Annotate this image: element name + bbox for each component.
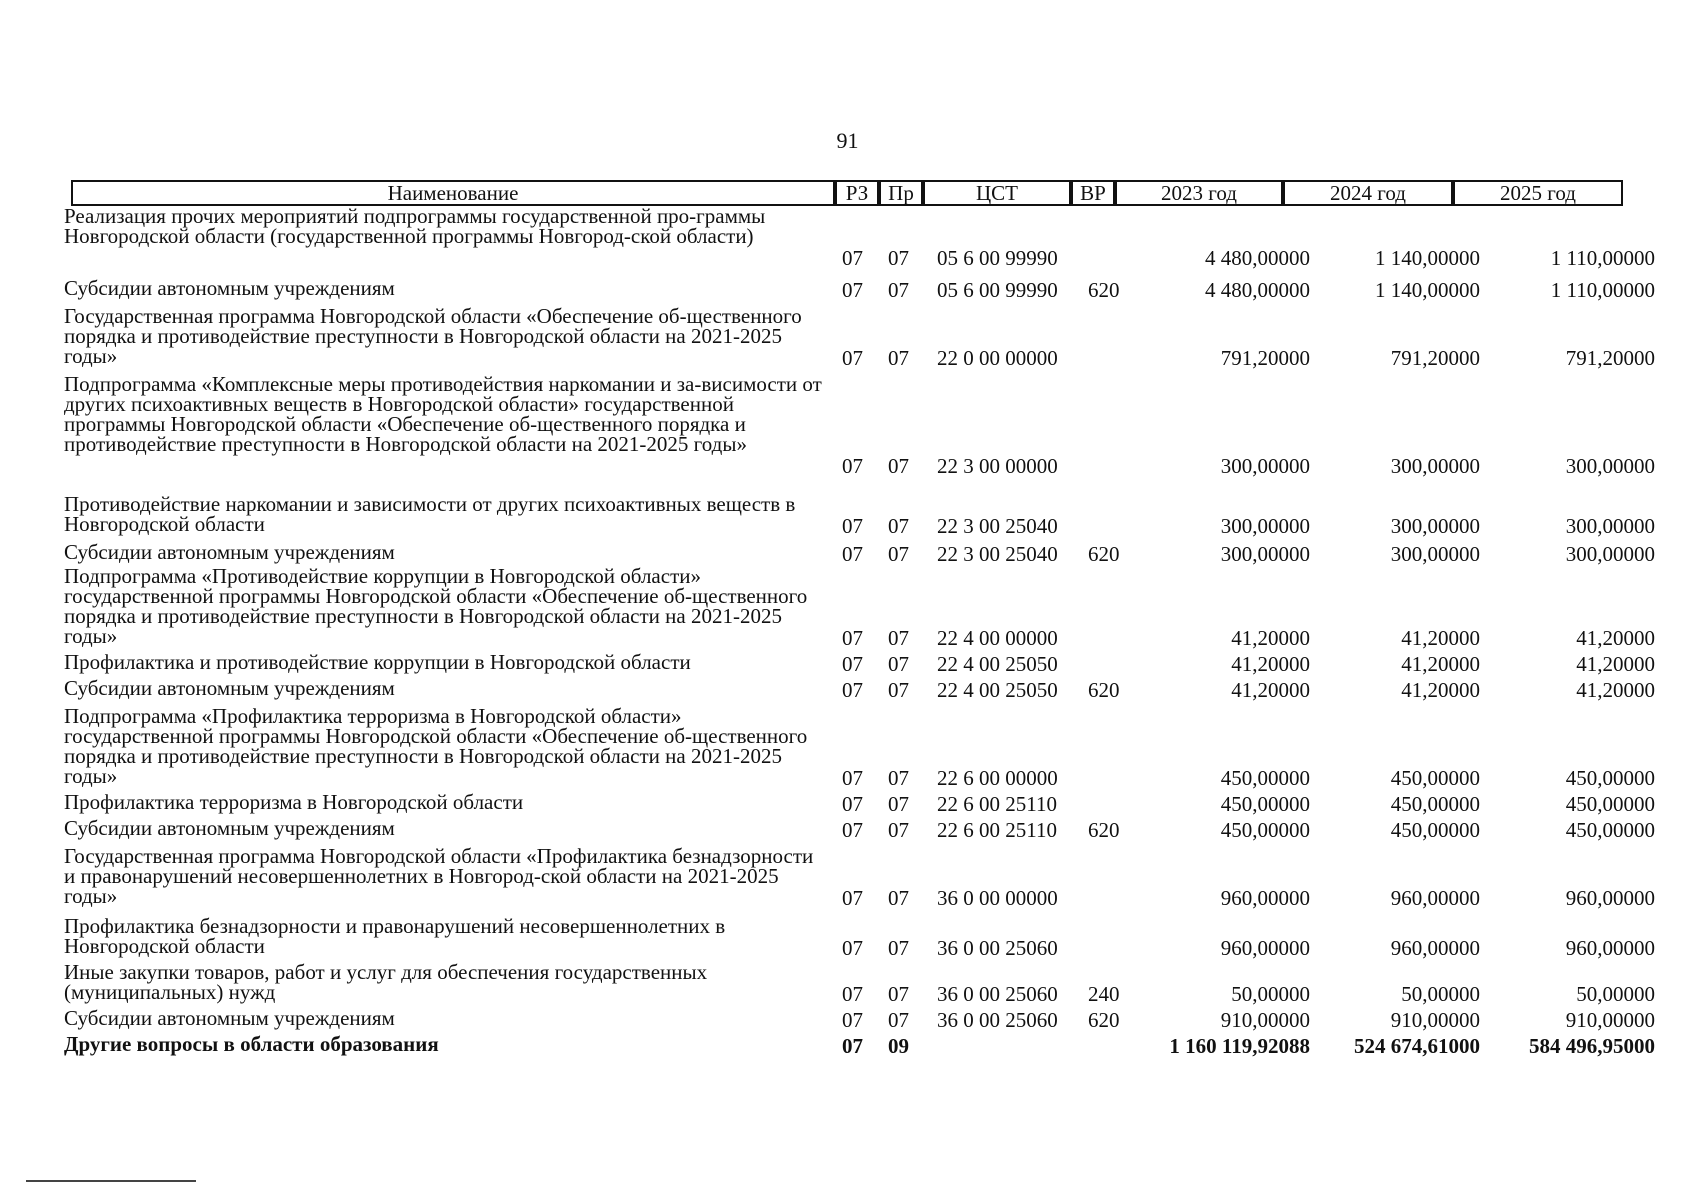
- header-2025: 2025 год: [1453, 180, 1623, 206]
- row-cst: 36 0 00 25060: [937, 936, 1058, 960]
- table-row: [0, 844, 1695, 910]
- row-rz: 07: [842, 936, 863, 960]
- row-name: Субсидии автономным учреждениям: [64, 540, 395, 564]
- row-name: Противодействие наркомании и зависимости от других психоактивных веществ в Новгородской области: [64, 492, 796, 536]
- table-row: [0, 650, 1695, 676]
- row-value-2023: 300,00000: [1220, 454, 1310, 478]
- row-value-2023: 300,00000: [1220, 542, 1310, 566]
- row-rz: 07: [842, 678, 863, 702]
- row-value-2025: 450,00000: [1565, 818, 1655, 842]
- row-rz: 07: [842, 346, 863, 370]
- row-pr: 07: [888, 454, 909, 478]
- table-row: [0, 914, 1695, 960]
- row-pr: 07: [888, 652, 909, 676]
- row-value-2025: 960,00000: [1565, 886, 1655, 910]
- row-name: Субсидии автономным учреждениям: [64, 676, 395, 700]
- row-value-2024: 300,00000: [1390, 542, 1480, 566]
- row-pr: 07: [888, 886, 909, 910]
- table-row: [0, 816, 1695, 842]
- row-value-2025: 1 110,00000: [1550, 246, 1655, 270]
- row-vr: 620: [1088, 1008, 1120, 1032]
- row-value-2025: 791,20000: [1565, 346, 1655, 370]
- row-rz: 07: [842, 626, 863, 650]
- table-row: [0, 704, 1695, 790]
- row-value-2024: 791,20000: [1390, 346, 1480, 370]
- row-value-2023: 910,00000: [1220, 1008, 1310, 1032]
- row-value-2024: 524 674,61000: [1354, 1034, 1480, 1058]
- row-rz: 07: [842, 818, 863, 842]
- header-2024: 2024 год: [1283, 180, 1453, 206]
- row-name: Подпрограмма «Профилактика терроризма в Новгородской области» государственной программы Новгородской области «Обеспечение об-щественного порядка и противодействие преступности в Новгородской области на 2021-2025 годы»: [64, 704, 808, 788]
- row-vr: 620: [1088, 818, 1120, 842]
- row-name: Иные закупки товаров, работ и услуг для обеспечения государственных (муниципальных) нужд: [64, 960, 708, 1004]
- row-value-2025: 450,00000: [1565, 792, 1655, 816]
- row-value-2025: 300,00000: [1565, 514, 1655, 538]
- row-cst: 22 3 00 00000: [937, 454, 1058, 478]
- row-rz: 07: [842, 246, 863, 270]
- row-cst: 22 6 00 25110: [937, 818, 1057, 842]
- header-name: Наименование: [71, 180, 835, 206]
- table-row: [0, 1006, 1695, 1032]
- row-pr: 07: [888, 246, 909, 270]
- row-rz: 07: [842, 454, 863, 478]
- row-value-2024: 300,00000: [1390, 514, 1480, 538]
- row-value-2024: 41,20000: [1401, 626, 1480, 650]
- row-pr: 07: [888, 982, 909, 1006]
- row-cst: 36 0 00 00000: [937, 886, 1058, 910]
- row-rz: 07: [842, 514, 863, 538]
- row-rz: 07: [842, 792, 863, 816]
- footer-rule: [26, 1180, 196, 1182]
- row-name: Государственная программа Новгородской области «Профилактика безнадзорности и правонарушений несовершеннолетних в Новгород-ской области на 2021-2025 годы»: [64, 844, 814, 908]
- table-row: [0, 492, 1695, 538]
- row-name: Профилактика и противодействие коррупции в Новгородской области: [64, 650, 691, 674]
- row-name: Подпрограмма «Комплексные меры противодействия наркомании и за-висимости от других психоактивных веществ в Новгородской области» государственной программы Новгородской области «Обеспечение об-щественного порядка и противодействие преступности в Новгородской области на 2021-2025 годы»: [64, 372, 822, 456]
- row-value-2024: 960,00000: [1390, 936, 1480, 960]
- row-pr: 09: [888, 1034, 909, 1058]
- row-rz: 07: [842, 766, 863, 790]
- row-name: Субсидии автономным учреждениям: [64, 1006, 395, 1030]
- header-pr: Пр: [879, 180, 923, 206]
- row-value-2023: 41,20000: [1231, 626, 1310, 650]
- row-rz: 07: [842, 278, 863, 302]
- row-cst: 22 4 00 25050: [937, 678, 1058, 702]
- row-value-2023: 1 160 119,92088: [1169, 1034, 1310, 1058]
- row-value-2023: 41,20000: [1231, 652, 1310, 676]
- row-rz: 07: [842, 1034, 863, 1058]
- row-pr: 07: [888, 626, 909, 650]
- row-value-2024: 450,00000: [1390, 766, 1480, 790]
- row-cst: 22 0 00 00000: [937, 346, 1058, 370]
- row-value-2025: 584 496,95000: [1529, 1034, 1655, 1058]
- row-name: Профилактика безнадзорности и правонарушений несовершеннолетних в Новгородской области: [64, 914, 726, 958]
- row-cst: 22 6 00 00000: [937, 766, 1058, 790]
- row-value-2025: 300,00000: [1565, 454, 1655, 478]
- row-value-2025: 41,20000: [1576, 678, 1655, 702]
- row-pr: 07: [888, 792, 909, 816]
- row-rz: 07: [842, 652, 863, 676]
- row-pr: 07: [888, 346, 909, 370]
- row-rz: 07: [842, 542, 863, 566]
- row-pr: 07: [888, 766, 909, 790]
- row-vr: 620: [1088, 278, 1120, 302]
- header-vr: ВР: [1071, 180, 1115, 206]
- row-value-2024: 960,00000: [1390, 886, 1480, 910]
- row-value-2023: 41,20000: [1231, 678, 1310, 702]
- row-name: Субсидии автономным учреждениям: [64, 816, 395, 840]
- row-value-2024: 50,00000: [1401, 982, 1480, 1006]
- row-cst: 22 6 00 25110: [937, 792, 1057, 816]
- header-cst: ЦСТ: [923, 180, 1071, 206]
- table-row: [0, 204, 1695, 270]
- row-pr: 07: [888, 1008, 909, 1032]
- row-pr: 07: [888, 514, 909, 538]
- row-value-2023: 4 480,00000: [1205, 278, 1310, 302]
- page-number: 91: [836, 128, 859, 153]
- table-row: [0, 790, 1695, 816]
- row-value-2024: 41,20000: [1401, 678, 1480, 702]
- row-pr: 07: [888, 678, 909, 702]
- table-row: [0, 304, 1695, 370]
- row-value-2025: 960,00000: [1565, 936, 1655, 960]
- row-value-2025: 41,20000: [1576, 626, 1655, 650]
- row-value-2024: 300,00000: [1390, 454, 1480, 478]
- row-name: Реализация прочих мероприятий подпрограммы государственной про-граммы Новгородской области (государственной программы Новгород-ской области): [64, 204, 766, 248]
- row-value-2025: 450,00000: [1565, 766, 1655, 790]
- row-value-2023: 450,00000: [1220, 766, 1310, 790]
- row-cst: 22 4 00 25050: [937, 652, 1058, 676]
- row-rz: 07: [842, 886, 863, 910]
- header-rz: РЗ: [835, 180, 879, 206]
- row-value-2023: 50,00000: [1231, 982, 1310, 1006]
- table-row: [0, 372, 1695, 478]
- row-value-2024: 450,00000: [1390, 818, 1480, 842]
- row-value-2023: 960,00000: [1220, 886, 1310, 910]
- table-row: [0, 1032, 1695, 1058]
- row-value-2023: 300,00000: [1220, 514, 1310, 538]
- row-cst: 05 6 00 99990: [937, 246, 1058, 270]
- table-row: [0, 676, 1695, 702]
- row-value-2023: 450,00000: [1220, 792, 1310, 816]
- row-cst: 05 6 00 99990: [937, 278, 1058, 302]
- row-vr: 240: [1088, 982, 1120, 1006]
- row-vr: 620: [1088, 542, 1120, 566]
- row-name: Субсидии автономным учреждениям: [64, 276, 395, 300]
- row-value-2023: 4 480,00000: [1205, 246, 1310, 270]
- row-value-2024: 41,20000: [1401, 652, 1480, 676]
- row-pr: 07: [888, 278, 909, 302]
- row-value-2024: 450,00000: [1390, 792, 1480, 816]
- row-rz: 07: [842, 1008, 863, 1032]
- row-name: Подпрограмма «Противодействие коррупции в Новгородской области» государственной программы Новгородской области «Обеспечение об-щественного порядка и противодействие преступности в Новгородской области на 2021-2025 годы»: [64, 564, 808, 648]
- row-vr: 620: [1088, 678, 1120, 702]
- header-2023: 2023 год: [1115, 180, 1283, 206]
- table-row: [0, 960, 1695, 1006]
- row-pr: 07: [888, 818, 909, 842]
- row-value-2024: 1 140,00000: [1375, 278, 1480, 302]
- table-row: [0, 564, 1695, 650]
- row-pr: 07: [888, 542, 909, 566]
- row-cst: 36 0 00 25060: [937, 1008, 1058, 1032]
- row-value-2023: 450,00000: [1220, 818, 1310, 842]
- table-row: [0, 540, 1695, 566]
- row-name: Государственная программа Новгородской области «Обеспечение об-щественного порядка и противодействие преступности в Новгородской области на 2021-2025 годы»: [64, 304, 802, 368]
- row-pr: 07: [888, 936, 909, 960]
- row-value-2023: 960,00000: [1220, 936, 1310, 960]
- row-value-2025: 50,00000: [1576, 982, 1655, 1006]
- row-rz: 07: [842, 982, 863, 1006]
- row-name: Профилактика терроризма в Новгородской области: [64, 790, 524, 814]
- row-value-2025: 300,00000: [1565, 542, 1655, 566]
- row-cst: 22 3 00 25040: [937, 542, 1058, 566]
- row-cst: 36 0 00 25060: [937, 982, 1058, 1006]
- row-name: Другие вопросы в области образования: [64, 1032, 439, 1056]
- table-row: [0, 276, 1695, 302]
- row-value-2024: 1 140,00000: [1375, 246, 1480, 270]
- row-cst: 22 3 00 25040: [937, 514, 1058, 538]
- row-value-2025: 41,20000: [1576, 652, 1655, 676]
- row-value-2023: 791,20000: [1220, 346, 1310, 370]
- row-value-2024: 910,00000: [1390, 1008, 1480, 1032]
- row-cst: 22 4 00 00000: [937, 626, 1058, 650]
- row-value-2025: 1 110,00000: [1550, 278, 1655, 302]
- row-value-2025: 910,00000: [1565, 1008, 1655, 1032]
